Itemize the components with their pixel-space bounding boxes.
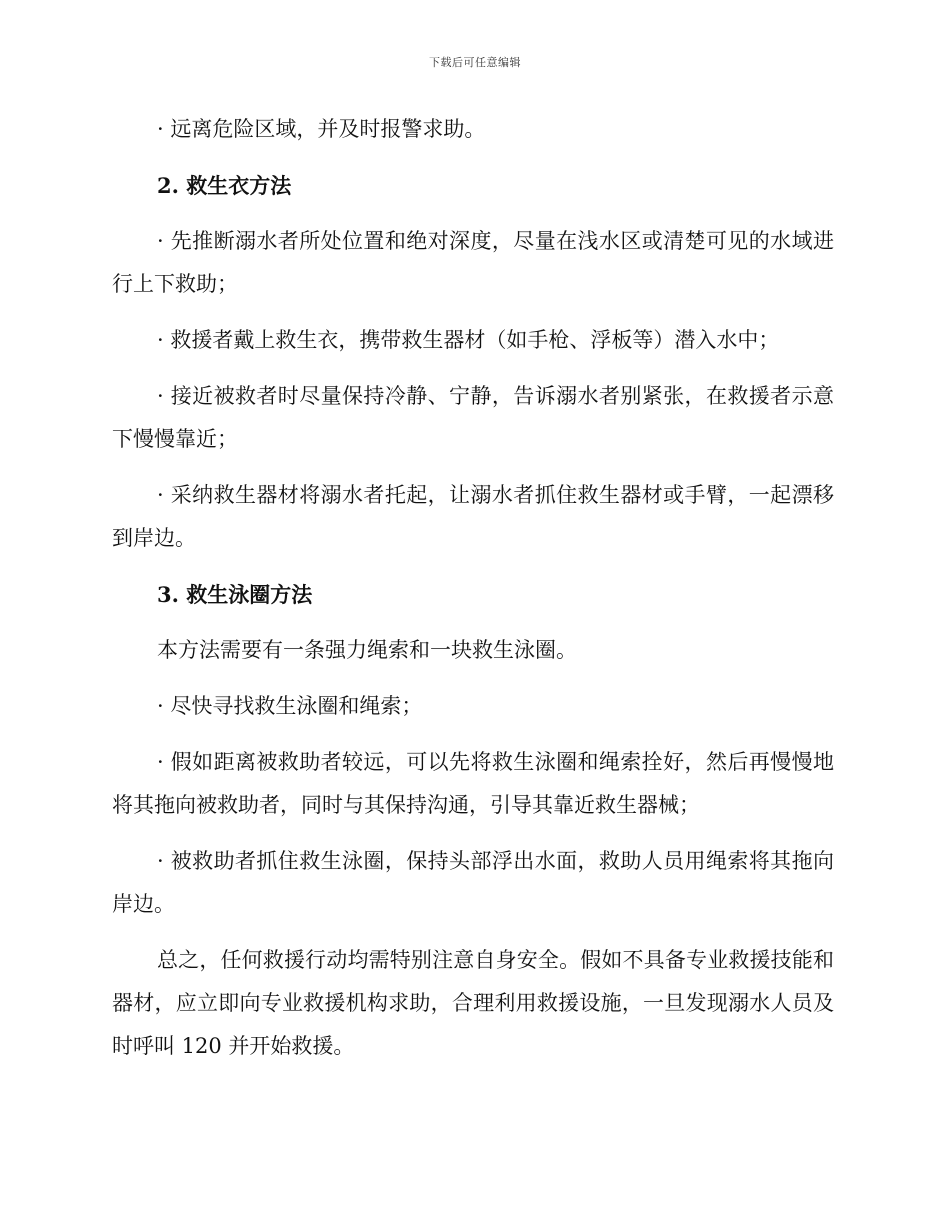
paragraph-bullet-find-ring: · 尽快寻找救生泳圈和绳索； [157,694,423,718]
paragraph-bullet-judge-position: · 先推断溺水者所处位置和绝对深度，尽量在浅水区或清楚可见的水域进行上下救助； [112,229,834,296]
section-heading-life-jacket: 2. 救生衣方法 [157,173,292,198]
paragraph-bullet-approach-calmly: · 接近被救者时尽量保持冷静、宁静，告诉溺水者别紧张，在救援者示意下慢慢靠近； [112,384,834,451]
paragraph-bullet-tie-rope: · 假如距离被救助者较远，可以先将救生泳圈和绳索拴好，然后再慢慢地将其拖向被救助者，同时与其保持沟通，引导其靠近救生器械； [112,750,834,817]
document-body [112,108,834,1081]
page-header: 下载后可任意编辑 [429,56,521,69]
section-heading-life-ring: 3. 救生泳圈方法 [157,582,313,607]
paragraph-summary: 总之，任何救援行动均需特别注意自身安全。假如不具备专业救援技能和器材，应立即向专业救援机构求助，合理利用救援设施，一旦发现溺水人员及时呼叫 120 并开始救援。 [112,948,834,1058]
paragraph-method-requirements: 本方法需要有一条强力绳索和一块救生泳圈。 [157,638,577,662]
paragraph-bullet-stay-away: · 远离危险区域，并及时报警求助。 [157,117,486,141]
paragraph-bullet-lift-victim: · 采纳救生器材将溺水者托起，让溺水者抓住救生器材或手臂，一起漂移到岸边。 [112,483,834,550]
paragraph-bullet-pull-ashore: · 被救助者抓住救生泳圈，保持头部浮出水面，救助人员用绳索将其拖向岸边。 [112,849,834,916]
paragraph-bullet-wear-life-jacket: · 救援者戴上救生衣，携带救生器材（如手枪、浮板等）潜入水中； [157,328,780,352]
